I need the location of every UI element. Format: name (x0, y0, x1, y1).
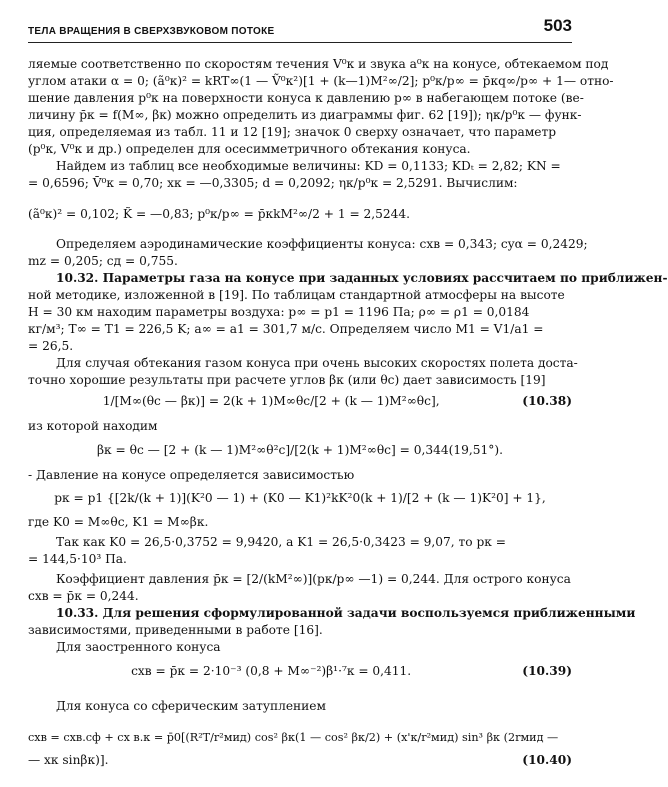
equation-10-39 (28, 663, 572, 679)
text-line: = 26,5. (28, 339, 74, 353)
text-line: Найдем из таблиц все необходимые величины: KD = 0,1133; KDₜ = 2,82; KN = (56, 159, 561, 173)
formula-line: βк = θc — [2 + (k — 1)M²∞θ²c]/[2(k + 1)M²∞θc] = 0,344(19,51°). (97, 443, 503, 457)
text-line: точно хорошие результаты при расчете углов βк (или θc) дает зависимость [19] (28, 373, 546, 387)
text-line: Для конуса со сферическим затуплением (56, 699, 326, 713)
equation-number: (10.39) (522, 664, 572, 678)
text-line: ной методике, изложенной в [19]. По таблицам стандартной атмосферы на высоте (28, 288, 565, 302)
text-line: Для заостренного конуса (56, 640, 221, 654)
text-line: ция, определяемая из табл. 11 и 12 [19]; значок 0 сверху означает, что параметр (28, 125, 557, 139)
text-line: cxв = p̄к = 0,244. (28, 589, 139, 603)
section-line: 10.33. Для решения сформулированной задачи воспользуемся приближенными (56, 606, 636, 620)
formula-line: pк = p1 {[2k/(k + 1)](K²0 — 1) + (K0 — K1)²kK²0(k + 1)/[2 + (k — 1)K²0] + 1}, (54, 491, 546, 505)
equation-10-38 (28, 393, 572, 409)
text-line: ляемые соответственно по скоростям течения V⁰к и звука a⁰к на конусе, обтекаемом под (28, 57, 609, 71)
text-line: Коэффициент давления p̄к = [2/(kM²∞)](pк/p∞ —1) = 0,244. Для острого конуса (56, 572, 571, 586)
text-line: кг/м³; T∞ = T1 = 226,5 K; a∞ = a1 = 301,7 м/с. Определяем число M1 = V1/a1 = (28, 322, 544, 336)
page-number: 503 (543, 16, 572, 35)
formula-line: cxв = cxв.сф + cx в.к = p̄0[(R²T/r²мид) cos² βк(1 — cos² βк/2) + (x'к/r²мид) sin³ βк (2rмид — (28, 731, 559, 744)
equation-number: (10.38) (522, 394, 572, 408)
text-line: - Давление на конусе определяется зависимостью (28, 468, 355, 482)
text-line: H = 30 км находим параметры воздуха: p∞ = p1 = 1196 Па; ρ∞ = ρ1 = 0,0184 (28, 305, 530, 319)
text-line: (p⁰к, V⁰к и др.) определен для осесимметричного обтекания конуса. (28, 142, 471, 156)
equation-text: cxв = p̄к = 2·10⁻³ (0,8 + M∞⁻²)β¹·⁷к = 0,411. (131, 664, 412, 678)
text-line: углом атаки α = 0; (ã⁰к)² = kRT∞(1 — Ṽ⁰к²)[1 + (k—1)M²∞/2]; p⁰к/p∞ = p̄кq∞/p∞ + 1— отно- (28, 74, 614, 88)
running-header (28, 16, 572, 43)
section-line: 10.32. Параметры газа на конусе при заданных условиях рассчитаем по приближен- (56, 271, 668, 285)
text-line: зависимостями, приведенными в работе [16]. (28, 623, 323, 637)
text-line: Определяем аэродинамические коэффициенты конуса: cxв = 0,343; cyα = 0,2429; (56, 237, 588, 251)
equation-number: (10.40) (522, 753, 572, 767)
equation-10-40 (28, 752, 572, 768)
equation-text: — xк sinβк)]. (28, 753, 109, 767)
text-line: Так как K0 = 26,5·0,3752 = 9,9420, а K1 = 26,5·0,3423 = 9,07, то pк = (56, 535, 507, 549)
text-line: шение давления p⁰к на поверхности конуса к давлению p∞ в набегающем потоке (ве- (28, 91, 584, 105)
text-line: = 0,6596; V̄⁰к = 0,70; xк = —0,3305; d = 0,2092; ηк/p⁰к = 2,5291. Вычислим: (28, 176, 518, 190)
text-line: из которой находим (28, 419, 158, 433)
text-line: где K0 = M∞θc, K1 = M∞βк. (28, 515, 209, 529)
running-title: ТЕЛА ВРАЩЕНИЯ В СВЕРХЗВУКОВОМ ПОТОКЕ (28, 26, 275, 37)
text-line: Для случая обтекания газом конуса при очень высоких скоростях полета доста- (56, 356, 578, 370)
text-line: mz = 0,205; cд = 0,755. (28, 254, 178, 268)
equation-text: 1/[M∞(θc — βк)] = 2(k + 1)M∞θc/[2 + (k — 1)M²∞θc], (102, 394, 440, 408)
text-line: личину p̄к = f(M∞, βк) можно определить из диаграммы фиг. 62 [19]); ηк/p⁰к — функ- (28, 108, 582, 122)
formula-line: (ã⁰к)² = 0,102; K̃ = —0,83; p⁰к/p∞ = p̄кkM²∞/2 + 1 = 2,5244. (28, 207, 411, 221)
text-line: = 144,5·10³ Па. (28, 552, 127, 566)
